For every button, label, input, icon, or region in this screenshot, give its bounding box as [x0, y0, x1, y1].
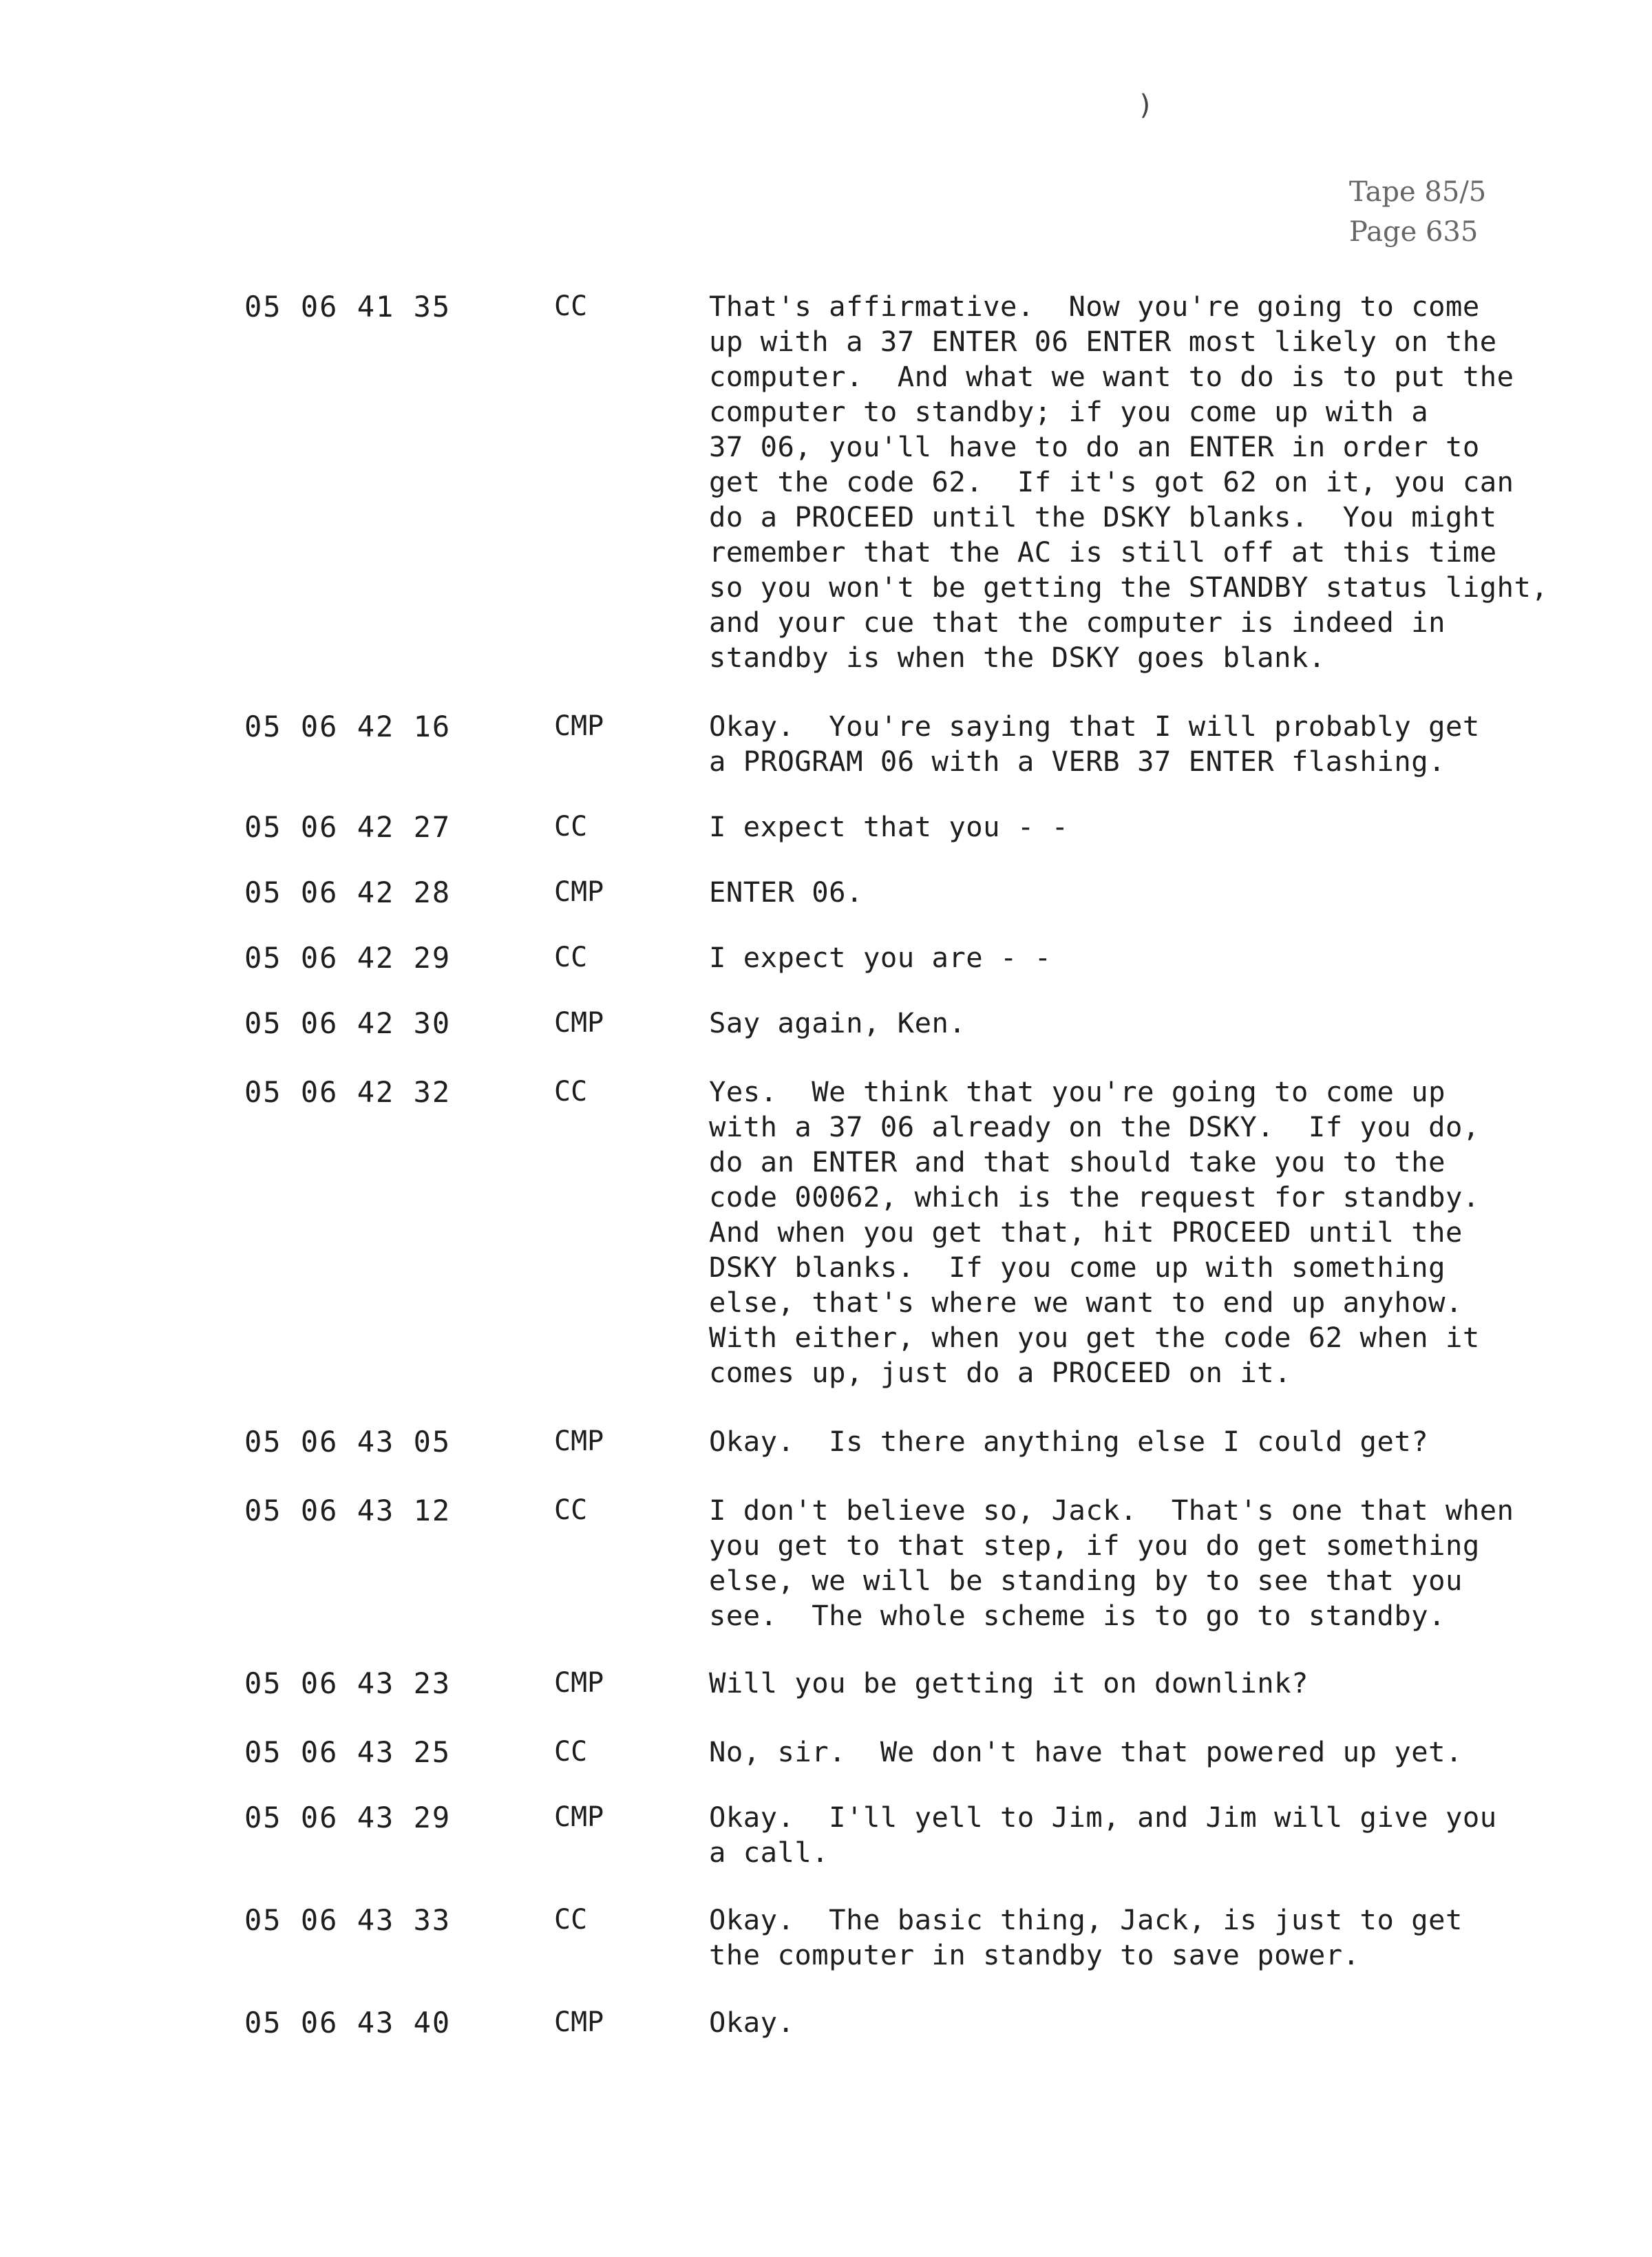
speaker: CMP: [554, 2006, 604, 2038]
utterance-line: I expect you are - -: [709, 941, 1052, 974]
utterance: [709, 1903, 1624, 1973]
speaker: CMP: [554, 1426, 604, 1457]
utterance-line: a PROGRAM 06 with a VERB 37 ENTER flashing.: [709, 745, 1446, 778]
timestamp: 05 06 43 23: [244, 1666, 452, 1700]
transcript-entry: [0, 809, 1652, 845]
utterance: [709, 940, 1624, 975]
speaker: CC: [554, 1494, 588, 1526]
transcript-entry: [0, 1735, 1652, 1770]
timestamp: 05 06 42 32: [244, 1075, 452, 1109]
transcript-entry: [0, 1666, 1652, 1701]
transcript-entry: [0, 1493, 1652, 1633]
utterance-line: Yes. We think that you're going to come up: [709, 1075, 1446, 1108]
transcript-entry: [0, 875, 1652, 910]
utterance-line: DSKY blanks. If you come up with something: [709, 1251, 1446, 1284]
utterance: [709, 1074, 1624, 1390]
timestamp: 05 06 43 12: [244, 1494, 452, 1527]
utterance-line: do a PROCEED until the DSKY blanks. You might: [709, 500, 1497, 533]
transcript-entry: [0, 2005, 1652, 2040]
speaker: CC: [554, 1736, 588, 1768]
utterance: [709, 1493, 1624, 1633]
speaker: CMP: [554, 710, 604, 742]
utterance-line: else, we will be standing by to see that you: [709, 1564, 1463, 1597]
utterance-line: see. The whole scheme is to go to standby.: [709, 1599, 1446, 1632]
transcript-entry: [0, 709, 1652, 779]
utterance-line: a call.: [709, 1836, 829, 1869]
utterance-line: comes up, just do a PROCEED on it.: [709, 1356, 1292, 1389]
transcript-entry: [0, 940, 1652, 975]
utterance: [709, 1424, 1624, 1459]
top-mark: ): [1137, 89, 1154, 121]
utterance-line: Okay. Is there anything else I could get?: [709, 1425, 1429, 1458]
utterance-line: Will you be getting it on downlink?: [709, 1666, 1309, 1699]
speaker: CMP: [554, 1801, 604, 1833]
utterance: [709, 289, 1624, 675]
transcript-entry: [0, 1006, 1652, 1041]
utterance-line: That's affirmative. Now you're going to come: [709, 290, 1480, 323]
transcript-entry: [0, 289, 1652, 675]
timestamp: 05 06 43 29: [244, 1801, 452, 1834]
transcript-entry: [0, 1800, 1652, 1870]
utterance-line: computer. And what we want to do is to put the: [709, 360, 1514, 393]
utterance-line: With either, when you get the code 62 when it: [709, 1321, 1480, 1354]
speaker: CC: [554, 1076, 588, 1108]
transcript-body: [0, 289, 1652, 2040]
utterance-line: else, that's where we want to end up anyhow.: [709, 1286, 1463, 1319]
utterance: [709, 1735, 1624, 1770]
utterance-line: ENTER 06.: [709, 876, 863, 909]
timestamp: 05 06 42 28: [244, 876, 452, 909]
utterance: [709, 1666, 1624, 1701]
page-header: [1349, 172, 1486, 252]
timestamp: 05 06 42 30: [244, 1006, 452, 1040]
speaker: CC: [554, 942, 588, 973]
timestamp: 05 06 43 33: [244, 1903, 452, 1937]
utterance-line: remember that the AC is still off at this time: [709, 536, 1497, 569]
utterance: [709, 1006, 1624, 1041]
speaker: CMP: [554, 1667, 604, 1699]
utterance-line: computer to standby; if you come up with a: [709, 395, 1429, 428]
utterance-line: I don't believe so, Jack. That's one that when: [709, 1494, 1514, 1527]
page-number: Page 635: [1349, 216, 1479, 248]
transcript-entry: [0, 1074, 1652, 1390]
speaker: CC: [554, 290, 588, 322]
utterance-line: up with a 37 ENTER 06 ENTER most likely on the: [709, 325, 1497, 358]
utterance-line: and your cue that the computer is indeed in: [709, 606, 1446, 639]
utterance: [709, 1800, 1624, 1870]
utterance-line: No, sir. We don't have that powered up yet.: [709, 1735, 1463, 1768]
utterance-line: Say again, Ken.: [709, 1006, 966, 1039]
speaker: CMP: [554, 1007, 604, 1039]
utterance-line: 37 06, you'll have to do an ENTER in order to: [709, 430, 1480, 463]
timestamp: 05 06 43 25: [244, 1735, 452, 1769]
timestamp: 05 06 42 29: [244, 941, 452, 975]
timestamp: 05 06 42 16: [244, 710, 452, 743]
utterance-line: Okay. I'll yell to Jim, and Jim will give you: [709, 1801, 1497, 1834]
utterance-line: And when you get that, hit PROCEED until the: [709, 1216, 1463, 1249]
transcript-entry: [0, 1424, 1652, 1459]
timestamp: 05 06 43 05: [244, 1425, 452, 1459]
utterance: [709, 809, 1624, 845]
utterance-line: the computer in standby to save power.: [709, 1938, 1360, 1971]
transcript-entry: [0, 1903, 1652, 1973]
utterance-line: so you won't be getting the STANDBY status light,: [709, 571, 1549, 604]
timestamp: 05 06 41 35: [244, 290, 452, 324]
utterance-line: you get to that step, if you do get something: [709, 1529, 1480, 1562]
timestamp: 05 06 42 27: [244, 810, 452, 844]
speaker: CC: [554, 811, 588, 843]
utterance-line: with a 37 06 already on the DSKY. If you do,: [709, 1110, 1480, 1143]
tape-label: Tape 85/5: [1349, 176, 1487, 208]
timestamp: 05 06 43 40: [244, 2006, 452, 2039]
utterance: [709, 875, 1624, 910]
utterance-line: standby is when the DSKY goes blank.: [709, 641, 1326, 674]
utterance-line: Okay. The basic thing, Jack, is just to get: [709, 1903, 1463, 1936]
utterance: [709, 2005, 1624, 2040]
utterance-line: code 00062, which is the request for standby.: [709, 1180, 1480, 1214]
utterance-line: do an ENTER and that should take you to the: [709, 1145, 1446, 1178]
speaker: CMP: [554, 876, 604, 908]
speaker: CC: [554, 1904, 588, 1936]
utterance-line: Okay.: [709, 2006, 795, 2039]
utterance-line: I expect that you - -: [709, 810, 1069, 843]
utterance-line: Okay. You're saying that I will probably get: [709, 710, 1480, 743]
utterance-line: get the code 62. If it's got 62 on it, you can: [709, 465, 1514, 498]
utterance: [709, 709, 1624, 779]
